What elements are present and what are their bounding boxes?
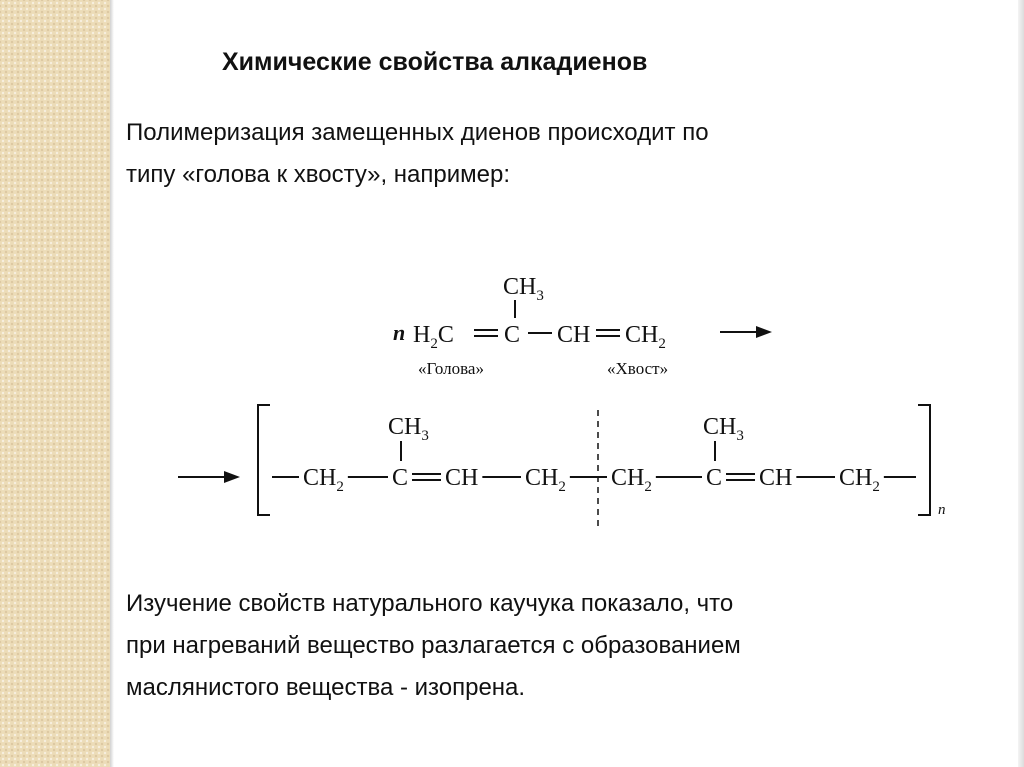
- polymer-group: C: [706, 465, 723, 491]
- polymer-group: $CH_2$: [525, 465, 566, 495]
- polymer-ch3-left: $CH_3$: [388, 414, 429, 444]
- label-head: «Голова»: [418, 359, 484, 378]
- bracket-right: [918, 405, 930, 515]
- continuation-arrow-head: [224, 471, 240, 483]
- polymer-group: CH: [445, 465, 479, 491]
- paragraph-line: маслянистого вещества - изопрена.: [126, 674, 526, 701]
- polymer-formula: [178, 405, 946, 528]
- polymer-group: CH: [759, 465, 793, 491]
- polymer-group: $CH_2$: [303, 465, 344, 495]
- monomer-h2c: $H_2C$: [413, 322, 454, 352]
- polymer-ch3-right: $CH_3$: [703, 414, 744, 444]
- paragraph-line: типу «голова к хвосту», например:: [126, 161, 510, 188]
- paragraph-rubber: [126, 583, 1006, 709]
- paragraph-line: при нагреваний вещество разлагается с образованием: [126, 632, 741, 659]
- monomer-ch: CH: [557, 322, 591, 348]
- monomer-ch3: $CH_3$: [503, 274, 544, 304]
- polymer-group: C: [392, 465, 409, 491]
- label-tail: «Хвост»: [607, 359, 669, 378]
- monomer-c: C: [504, 322, 521, 348]
- coefficient-n: n: [393, 320, 406, 345]
- paragraph-line: Изучение свойств натурального каучука показало, что: [126, 590, 734, 617]
- reaction-arrow-head: [756, 326, 772, 338]
- polymer-subscript-n: n: [938, 502, 946, 518]
- polymer-chain: [272, 465, 916, 495]
- slide-title: Химические свойства алкадиенов: [222, 48, 648, 76]
- monomer-formula: [393, 274, 772, 378]
- bracket-left: [258, 405, 270, 515]
- polymer-group: $CH_2$: [839, 465, 880, 495]
- paragraph-line: Полимеризация замещенных диенов происходит по: [126, 119, 709, 146]
- polymer-group: $CH_2$: [611, 465, 652, 495]
- monomer-ch2: $CH_2$: [625, 322, 666, 352]
